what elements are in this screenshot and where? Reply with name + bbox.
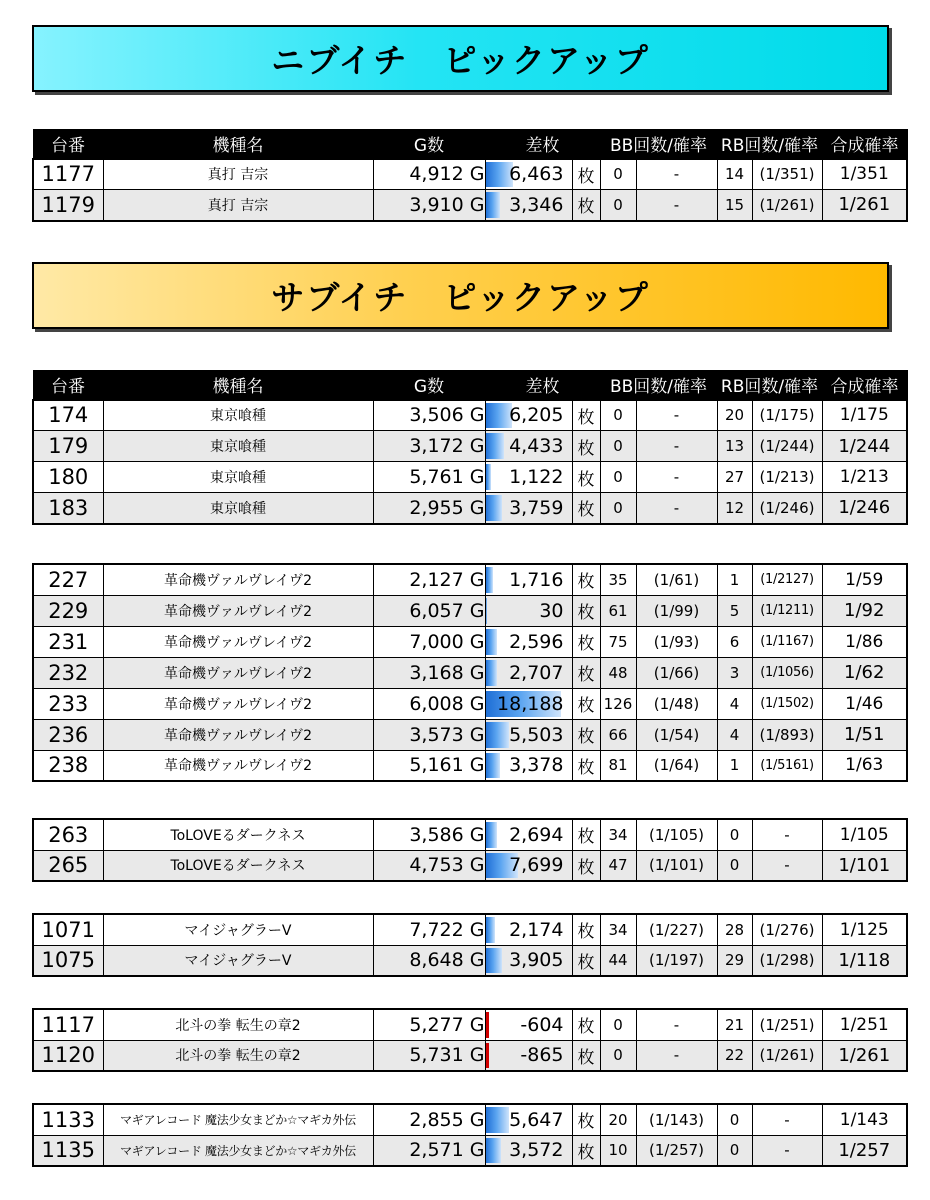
bb-probability: (1/61) <box>636 564 717 595</box>
table-row <box>33 159 907 190</box>
difference-cell <box>485 159 572 190</box>
rb-probability: - <box>752 1135 822 1166</box>
rb-probability: - <box>752 819 822 850</box>
header-cell: 機種名 <box>103 371 373 400</box>
bb-probability: (1/48) <box>636 688 717 719</box>
rb-count: 20 <box>717 400 752 431</box>
bb-count: 0 <box>600 159 636 190</box>
difference-value: 3,346 <box>509 193 564 216</box>
rb-count: 29 <box>717 945 752 976</box>
difference-unit: 枚 <box>572 462 600 493</box>
table-group-7 <box>32 1103 908 1167</box>
table-row <box>33 850 907 881</box>
machine-name: 北斗の拳 転生の章2 <box>103 1040 373 1071</box>
bb-count: 10 <box>600 1135 636 1166</box>
machine-name: 東京喰種 <box>103 431 373 462</box>
combined-probability: 1/51 <box>822 719 907 750</box>
rb-probability: (1/175) <box>752 400 822 431</box>
difference-value: 18,188 <box>497 692 564 715</box>
difference-unit: 枚 <box>572 190 600 221</box>
difference-unit: 枚 <box>572 493 600 524</box>
difference-cell <box>485 626 572 657</box>
difference-cell <box>485 431 572 462</box>
bb-count: 0 <box>600 1009 636 1040</box>
machine-number: 183 <box>33 493 103 524</box>
table-row <box>33 400 907 431</box>
difference-value: 1,716 <box>509 568 564 591</box>
bb-count: 35 <box>600 564 636 595</box>
bb-probability: - <box>636 1009 717 1040</box>
bb-count: 126 <box>600 688 636 719</box>
rb-count: 6 <box>717 626 752 657</box>
bb-count: 0 <box>600 400 636 431</box>
difference-value: 4,433 <box>509 435 564 457</box>
game-count: 5,161 G <box>373 750 485 781</box>
rb-probability: - <box>752 1104 822 1135</box>
bb-probability: (1/197) <box>636 945 717 976</box>
difference-unit: 枚 <box>572 850 600 881</box>
game-count: 2,855 G <box>373 1104 485 1135</box>
machine-name: マギアレコード 魔法少女まどか☆マギカ外伝 <box>103 1135 373 1166</box>
machine-name: 東京喰種 <box>103 462 373 493</box>
header-cell: RB回数/確率 <box>717 130 822 159</box>
header-cell: 機種名 <box>103 130 373 159</box>
combined-probability: 1/175 <box>822 400 907 431</box>
game-count: 7,722 G <box>373 914 485 945</box>
rb-probability: (1/298) <box>752 945 822 976</box>
combined-probability: 1/261 <box>822 190 907 221</box>
difference-unit: 枚 <box>572 626 600 657</box>
machine-name: 革命機ヴァルヴレイヴ2 <box>103 688 373 719</box>
bb-count: 0 <box>600 493 636 524</box>
difference-value: 2,174 <box>509 918 564 941</box>
difference-value: 2,596 <box>509 630 564 653</box>
machine-name: マギアレコード 魔法少女まどか☆マギカ外伝 <box>103 1104 373 1135</box>
difference-cell <box>485 850 572 881</box>
difference-unit: 枚 <box>572 595 600 626</box>
difference-cell <box>485 819 572 850</box>
rb-probability: (1/276) <box>752 914 822 945</box>
machine-name: 革命機ヴァルヴレイヴ2 <box>103 564 373 595</box>
difference-value: 2,694 <box>509 823 564 846</box>
rb-probability: (1/5161) <box>752 750 822 781</box>
bb-probability: - <box>636 400 717 431</box>
table-row <box>33 431 907 462</box>
table-row <box>33 1135 907 1166</box>
header-cell: 台番 <box>33 130 103 159</box>
machine-number: 1133 <box>33 1104 103 1135</box>
rb-probability: (1/261) <box>752 190 822 221</box>
bb-count: 47 <box>600 850 636 881</box>
difference-unit: 枚 <box>572 159 600 190</box>
difference-value: 3,759 <box>509 496 564 519</box>
difference-unit: 枚 <box>572 945 600 976</box>
table-row <box>33 190 907 221</box>
table-row <box>33 1104 907 1135</box>
table-row <box>33 688 907 719</box>
difference-unit: 枚 <box>572 719 600 750</box>
game-count: 6,057 G <box>373 595 485 626</box>
combined-probability: 1/143 <box>822 1104 907 1135</box>
nibuichi-title: ニブイチ ピックアップ <box>271 41 650 80</box>
machine-name: 北斗の拳 転生の章2 <box>103 1009 373 1040</box>
difference-value: 3,572 <box>509 1139 564 1162</box>
difference-value: -604 <box>520 1013 564 1036</box>
bb-probability: (1/257) <box>636 1135 717 1166</box>
bb-count: 34 <box>600 819 636 850</box>
difference-value: 6,463 <box>509 163 564 186</box>
header-cell: RB回数/確率 <box>717 371 822 400</box>
rb-probability: (1/246) <box>752 493 822 524</box>
machine-number: 236 <box>33 719 103 750</box>
difference-cell <box>485 914 572 945</box>
machine-number: 265 <box>33 850 103 881</box>
combined-probability: 1/101 <box>822 850 907 881</box>
difference-cell <box>485 750 572 781</box>
header-cell: 差枚 <box>485 371 600 400</box>
bb-probability: (1/227) <box>636 914 717 945</box>
difference-value: 3,378 <box>509 754 564 777</box>
table-row <box>33 1040 907 1071</box>
table-row <box>33 750 907 781</box>
combined-probability: 1/86 <box>822 626 907 657</box>
rb-probability: (1/1167) <box>752 626 822 657</box>
machine-name: 革命機ヴァルヴレイヴ2 <box>103 595 373 626</box>
nibuichi-banner <box>32 25 889 92</box>
bb-count: 34 <box>600 914 636 945</box>
difference-cell <box>485 719 572 750</box>
bb-count: 0 <box>600 431 636 462</box>
machine-name: 革命機ヴァルヴレイヴ2 <box>103 719 373 750</box>
difference-value: 6,205 <box>509 404 564 427</box>
table-group-2 <box>32 370 908 525</box>
header-cell: BB回数/確率 <box>600 130 717 159</box>
difference-unit: 枚 <box>572 819 600 850</box>
combined-probability: 1/261 <box>822 1040 907 1071</box>
bb-probability: - <box>636 1040 717 1071</box>
rb-probability: (1/261) <box>752 1040 822 1071</box>
difference-value: 5,647 <box>509 1108 564 1131</box>
rb-probability: (1/1211) <box>752 595 822 626</box>
machine-name: 革命機ヴァルヴレイヴ2 <box>103 626 373 657</box>
sabuichi-banner <box>32 262 889 329</box>
machine-number: 1177 <box>33 159 103 190</box>
table-group-1 <box>32 129 908 222</box>
difference-value: -865 <box>520 1044 564 1067</box>
bb-count: 0 <box>600 190 636 221</box>
difference-cell <box>485 462 572 493</box>
rb-count: 15 <box>717 190 752 221</box>
difference-value: 2,707 <box>509 661 564 684</box>
rb-probability: (1/251) <box>752 1009 822 1040</box>
header-row <box>33 130 907 159</box>
game-count: 5,731 G <box>373 1040 485 1071</box>
table-row <box>33 595 907 626</box>
bb-probability: - <box>636 159 717 190</box>
difference-unit: 枚 <box>572 1104 600 1135</box>
rb-count: 3 <box>717 657 752 688</box>
rb-count: 27 <box>717 462 752 493</box>
bb-probability: - <box>636 462 717 493</box>
difference-cell <box>485 190 572 221</box>
difference-unit: 枚 <box>572 688 600 719</box>
machine-number: 231 <box>33 626 103 657</box>
machine-number: 233 <box>33 688 103 719</box>
header-cell: G数 <box>373 371 485 400</box>
machine-name: 真打 吉宗 <box>103 190 373 221</box>
game-count: 2,955 G <box>373 493 485 524</box>
game-count: 3,172 G <box>373 431 485 462</box>
combined-probability: 1/118 <box>822 945 907 976</box>
table-row <box>33 819 907 850</box>
machine-number: 1117 <box>33 1009 103 1040</box>
combined-probability: 1/244 <box>822 431 907 462</box>
difference-unit: 枚 <box>572 1009 600 1040</box>
difference-cell <box>485 1040 572 1071</box>
difference-cell <box>485 945 572 976</box>
machine-number: 1179 <box>33 190 103 221</box>
machine-name: ToLOVEるダークネス <box>103 819 373 850</box>
rb-probability: - <box>752 850 822 881</box>
header-row <box>33 371 907 400</box>
header-cell: G数 <box>373 130 485 159</box>
game-count: 3,506 G <box>373 400 485 431</box>
rb-count: 12 <box>717 493 752 524</box>
rb-probability: (1/213) <box>752 462 822 493</box>
combined-probability: 1/105 <box>822 819 907 850</box>
machine-number: 263 <box>33 819 103 850</box>
machine-number: 227 <box>33 564 103 595</box>
rb-count: 13 <box>717 431 752 462</box>
bb-probability: (1/99) <box>636 595 717 626</box>
machine-name: マイジャグラーV <box>103 945 373 976</box>
bb-count: 48 <box>600 657 636 688</box>
table-group-4 <box>32 818 908 882</box>
machine-name: 革命機ヴァルヴレイヴ2 <box>103 657 373 688</box>
table-row <box>33 626 907 657</box>
rb-count: 0 <box>717 1135 752 1166</box>
bb-probability: - <box>636 431 717 462</box>
bb-probability: (1/66) <box>636 657 717 688</box>
table-row <box>33 564 907 595</box>
difference-unit: 枚 <box>572 431 600 462</box>
difference-unit: 枚 <box>572 1135 600 1166</box>
game-count: 4,753 G <box>373 850 485 881</box>
machine-name: 東京喰種 <box>103 493 373 524</box>
machine-name: 東京喰種 <box>103 400 373 431</box>
difference-value: 5,503 <box>509 723 564 746</box>
bb-probability: - <box>636 190 717 221</box>
header-cell: BB回数/確率 <box>600 371 717 400</box>
table-row <box>33 657 907 688</box>
machine-number: 1071 <box>33 914 103 945</box>
machine-number: 1135 <box>33 1135 103 1166</box>
machine-number: 1120 <box>33 1040 103 1071</box>
difference-cell <box>485 1135 572 1166</box>
table-group-3 <box>32 563 908 782</box>
game-count: 4,912 G <box>373 159 485 190</box>
combined-probability: 1/62 <box>822 657 907 688</box>
combined-probability: 1/92 <box>822 595 907 626</box>
rb-count: 0 <box>717 819 752 850</box>
difference-unit: 枚 <box>572 657 600 688</box>
table-group-6 <box>32 1008 908 1072</box>
machine-number: 179 <box>33 431 103 462</box>
table-row <box>33 914 907 945</box>
table-row <box>33 719 907 750</box>
difference-cell <box>485 493 572 524</box>
table-row <box>33 945 907 976</box>
rb-count: 1 <box>717 564 752 595</box>
game-count: 2,571 G <box>373 1135 485 1166</box>
difference-cell <box>485 688 572 719</box>
bb-probability: - <box>636 493 717 524</box>
header-cell: 合成確率 <box>822 371 907 400</box>
header-cell: 台番 <box>33 371 103 400</box>
combined-probability: 1/59 <box>822 564 907 595</box>
machine-number: 232 <box>33 657 103 688</box>
rb-probability: (1/893) <box>752 719 822 750</box>
bb-probability: (1/93) <box>636 626 717 657</box>
table-row <box>33 1009 907 1040</box>
difference-value: 1,122 <box>509 466 564 488</box>
rb-count: 0 <box>717 1104 752 1135</box>
machine-name: マイジャグラーV <box>103 914 373 945</box>
rb-probability: (1/351) <box>752 159 822 190</box>
sabuichi-title: サブイチ ピックアップ <box>271 278 650 317</box>
combined-probability: 1/251 <box>822 1009 907 1040</box>
header-cell: 合成確率 <box>822 130 907 159</box>
table-row <box>33 462 907 493</box>
rb-count: 0 <box>717 850 752 881</box>
bb-probability: (1/105) <box>636 819 717 850</box>
difference-unit: 枚 <box>572 400 600 431</box>
difference-value: 3,905 <box>509 949 564 972</box>
difference-unit: 枚 <box>572 1040 600 1071</box>
bb-count: 61 <box>600 595 636 626</box>
bb-count: 66 <box>600 719 636 750</box>
machine-number: 1075 <box>33 945 103 976</box>
difference-cell <box>485 1104 572 1135</box>
machine-name: 真打 吉宗 <box>103 159 373 190</box>
rb-count: 5 <box>717 595 752 626</box>
difference-cell <box>485 595 572 626</box>
bb-count: 20 <box>600 1104 636 1135</box>
bb-probability: (1/101) <box>636 850 717 881</box>
rb-probability: (1/244) <box>752 431 822 462</box>
combined-probability: 1/213 <box>822 462 907 493</box>
difference-value: 30 <box>539 599 564 622</box>
machine-number: 238 <box>33 750 103 781</box>
bb-count: 75 <box>600 626 636 657</box>
difference-cell <box>485 564 572 595</box>
difference-cell <box>485 657 572 688</box>
rb-count: 4 <box>717 688 752 719</box>
rb-count: 21 <box>717 1009 752 1040</box>
game-count: 3,168 G <box>373 657 485 688</box>
bb-count: 0 <box>600 462 636 493</box>
difference-value: 7,699 <box>509 854 564 877</box>
table-row <box>33 493 907 524</box>
difference-unit: 枚 <box>572 564 600 595</box>
combined-probability: 1/351 <box>822 159 907 190</box>
rb-count: 1 <box>717 750 752 781</box>
difference-cell <box>485 1009 572 1040</box>
bb-count: 81 <box>600 750 636 781</box>
bb-probability: (1/64) <box>636 750 717 781</box>
rb-count: 22 <box>717 1040 752 1071</box>
rb-probability: (1/2127) <box>752 564 822 595</box>
rb-probability: (1/1056) <box>752 657 822 688</box>
difference-unit: 枚 <box>572 914 600 945</box>
bb-count: 44 <box>600 945 636 976</box>
rb-count: 14 <box>717 159 752 190</box>
rb-count: 4 <box>717 719 752 750</box>
game-count: 7,000 G <box>373 626 485 657</box>
game-count: 5,761 G <box>373 462 485 493</box>
table-group-5 <box>32 913 908 977</box>
header-cell: 差枚 <box>485 130 600 159</box>
game-count: 3,910 G <box>373 190 485 221</box>
machine-name: ToLOVEるダークネス <box>103 850 373 881</box>
machine-number: 180 <box>33 462 103 493</box>
combined-probability: 1/63 <box>822 750 907 781</box>
difference-cell <box>485 400 572 431</box>
combined-probability: 1/46 <box>822 688 907 719</box>
game-count: 6,008 G <box>373 688 485 719</box>
machine-name: 革命機ヴァルヴレイヴ2 <box>103 750 373 781</box>
difference-unit: 枚 <box>572 750 600 781</box>
rb-probability: (1/1502) <box>752 688 822 719</box>
machine-number: 229 <box>33 595 103 626</box>
bb-count: 0 <box>600 1040 636 1071</box>
bb-probability: (1/54) <box>636 719 717 750</box>
bb-probability: (1/143) <box>636 1104 717 1135</box>
combined-probability: 1/257 <box>822 1135 907 1166</box>
game-count: 3,586 G <box>373 819 485 850</box>
game-count: 5,277 G <box>373 1009 485 1040</box>
rb-count: 28 <box>717 914 752 945</box>
combined-probability: 1/125 <box>822 914 907 945</box>
game-count: 2,127 G <box>373 564 485 595</box>
combined-probability: 1/246 <box>822 493 907 524</box>
machine-number: 174 <box>33 400 103 431</box>
game-count: 3,573 G <box>373 719 485 750</box>
game-count: 8,648 G <box>373 945 485 976</box>
